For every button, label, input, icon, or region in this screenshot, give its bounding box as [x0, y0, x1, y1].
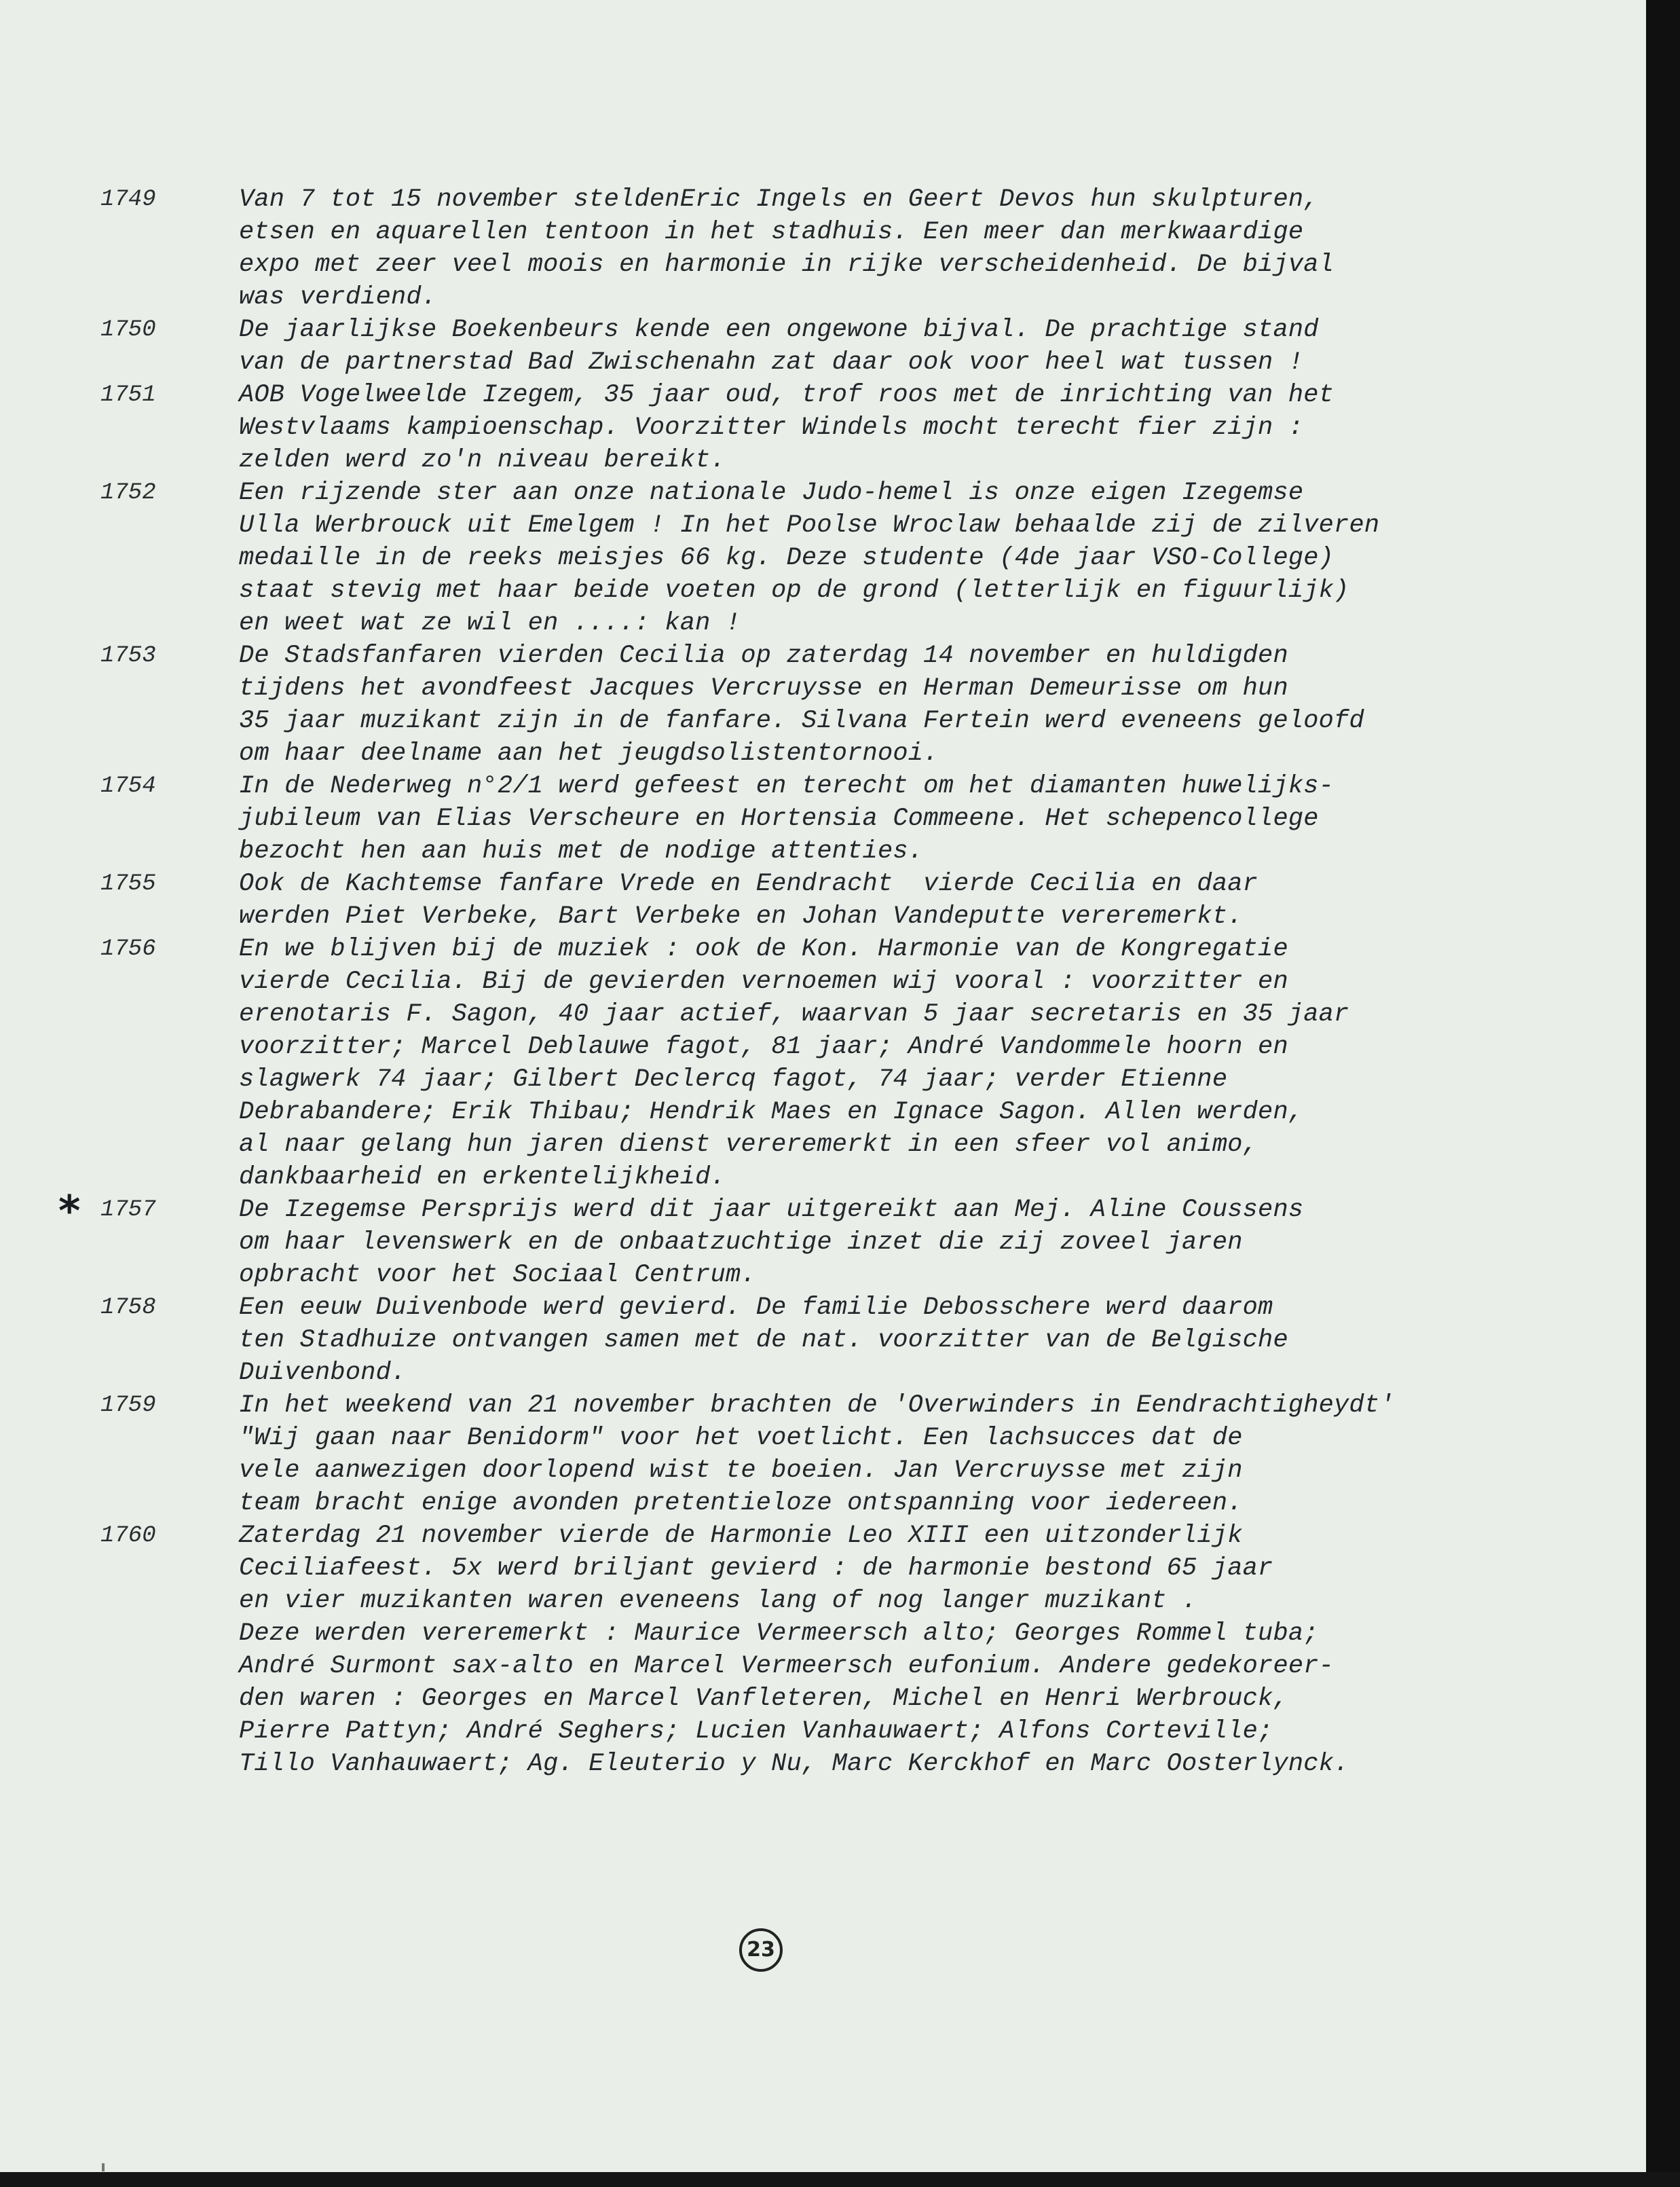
scan-mark [102, 2163, 105, 2171]
entry-number: 1751 [100, 382, 156, 408]
entry-line: voorzitter; Marcel Deblauwe fagot, 81 jaar; André Vandommele hoorn en [239, 1033, 1288, 1061]
entry-line: Tillo Vanhauwaert; Ag. Eleuterio y Nu, Marc Kerckhof en Marc Oosterlynck. [239, 1750, 1349, 1778]
entry-1756 [88, 933, 1520, 1194]
entry-line: vele aanwezigen doorlopend wist te boeien. Jan Vercruysse met zijn [239, 1456, 1243, 1485]
entry-line: ten Stadhuize ontvangen samen met de nat. voorzitter van de Belgische [239, 1326, 1288, 1355]
entry-line: en weet wat ze wil en ....: kan ! [239, 609, 741, 638]
page-number-badge: 23 [739, 1928, 783, 1972]
entry-line: om haar deelname aan het jeugdsolistentornooi. [239, 739, 939, 768]
entry-number-text: 1757 [100, 1197, 156, 1223]
entry-1750 [88, 314, 1520, 379]
entry-line: bezocht hen aan huis met de nodige attenties. [239, 837, 924, 866]
entry-line: Duivenbond. [239, 1359, 407, 1387]
chronicle-page [58, 183, 1520, 1780]
entry-line: AOB Vogelweelde Izegem, 35 jaar oud, trof roos met de inrichting van het [239, 381, 1334, 409]
entry-line: was verdiend. [239, 283, 437, 312]
entry-line: De Izegemse Persprijs werd dit jaar uitgereikt aan Mej. Aline Coussens [239, 1196, 1304, 1224]
entry-1751 [88, 379, 1520, 477]
entry-1753 [88, 640, 1520, 770]
entry-line: tijdens het avondfeest Jacques Vercruysse en Herman Demeurisse om hun [239, 674, 1288, 703]
entry-line: In het weekend van 21 november brachten de 'Overwinders in Eendrachtigheydt' [239, 1391, 1395, 1420]
entry-line: erenotaris F. Sagon, 40 jaar actief, waarvan 5 jaar secretaris en 35 jaar [239, 1000, 1349, 1029]
entry-line: werden Piet Verbeke, Bart Verbeke en Johan Vandeputte vereremerkt. [239, 902, 1243, 931]
entry-line: team bracht enige avonden pretentieloze ontspanning voor iedereen. [239, 1489, 1243, 1518]
entry-line: van de partnerstad Bad Zwischenahn zat daar ook voor heel wat tussen ! [239, 348, 1304, 377]
entry-line: De Stadsfanfaren vierden Cecilia op zaterdag 14 november en huldigden [239, 642, 1288, 670]
entry-line: Pierre Pattyn; André Seghers; Lucien Vanhauwaert; Alfons Corteville; [239, 1717, 1273, 1746]
entry-number: 1753 [100, 643, 156, 669]
entry-line: den waren : Georges en Marcel Vanfleteren, Michel en Henri Werbrouck, [239, 1685, 1288, 1713]
entry-line: etsen en aquarellen tentoon in het stadhuis. Een meer dan merkwaardige [239, 218, 1304, 246]
entry-number: 1755 [100, 871, 156, 897]
entry-number: 1760 [100, 1523, 156, 1549]
entry-number: 1756 [100, 936, 156, 962]
entry-line: Ceciliafeest. 5x werd briljant gevierd : de harmonie bestond 65 jaar [239, 1554, 1273, 1583]
entry-line: De jaarlijkse Boekenbeurs kende een ongewone bijval. De prachtige stand [239, 316, 1319, 344]
entry-1758 [88, 1291, 1520, 1389]
entry-line: expo met zeer veel moois en harmonie in rijke verscheidenheid. De bijval [239, 251, 1334, 279]
entry-number: 1749 [100, 187, 156, 213]
entry-line: staat stevig met haar beide voeten op de grond (letterlijk en figuurlijk) [239, 576, 1349, 605]
entry-line: 35 jaar muzikant zijn in de fanfare. Silvana Fertein werd eveneens geloofd [239, 707, 1364, 735]
entry-1759 [88, 1389, 1520, 1520]
entry-line: opbracht voor het Sociaal Centrum. [239, 1261, 756, 1289]
entry-1749 [88, 183, 1520, 314]
entry-line: zelden werd zo'n niveau bereikt. [239, 446, 726, 475]
entry-line: jubileum van Elias Verscheure en Hortensia Commeene. Het schepencollege [239, 805, 1319, 833]
entry-line: Zaterdag 21 november vierde de Harmonie Leo XIII een uitzonderlijk [239, 1522, 1243, 1550]
entry-number [58, 1186, 195, 1236]
entry-1754 [88, 770, 1520, 868]
entry-number: 1759 [100, 1393, 156, 1418]
entry-line: André Surmont sax-alto en Marcel Vermeersch eufonium. Andere gedekoreer- [239, 1652, 1334, 1680]
entry-line: Een rijzende ster aan onze nationale Judo-hemel is onze eigen Izegemse [239, 479, 1304, 507]
entry-line: In de Nederweg n°2/1 werd gefeest en terecht om het diamanten huwelijks- [239, 772, 1334, 801]
entry-line: Ook de Kachtemse fanfare Vrede en Eendracht vierde Cecilia en daar [239, 870, 1258, 898]
entry-number: 1758 [100, 1295, 156, 1321]
entry-1760 [88, 1520, 1520, 1780]
scan-edge-bottom [0, 2172, 1680, 2187]
entry-line: Deze werden vereremerkt : Maurice Vermeersch alto; Georges Rommel tuba; [239, 1619, 1319, 1648]
entry-line: en vier muzikanten waren eveneens lang of nog langer muzikant . [239, 1587, 1197, 1615]
entry-line: "Wij gaan naar Benidorm" voor het voetlicht. Een lachsucces dat de [239, 1424, 1243, 1452]
entry-line: om haar levenswerk en de onbaatzuchtige inzet die zij zoveel jaren [239, 1228, 1243, 1257]
entry-1755 [88, 868, 1520, 933]
scan-edge-right [1646, 0, 1680, 2187]
entry-line: En we blijven bij de muziek : ook de Kon. Harmonie van de Kongregatie [239, 935, 1288, 963]
entry-number: 1754 [100, 773, 156, 799]
entry-1757 [58, 1186, 1520, 1291]
entry-number: 1752 [100, 480, 156, 506]
entry-line: slagwerk 74 jaar; Gilbert Declercq fagot, 74 jaar; verder Etienne [239, 1065, 1228, 1094]
entry-line: Westvlaams kampioenschap. Voorzitter Windels mocht terecht fier zijn : [239, 413, 1304, 442]
asterisk-marker: * [58, 1186, 81, 1236]
entry-line: dankbaarheid en erkentelijkheid. [239, 1163, 726, 1192]
entry-number: 1750 [100, 317, 156, 343]
entry-line: vierde Cecilia. Bij de gevierden vernoemen wij vooral : voorzitter en [239, 968, 1288, 996]
entry-line: Debrabandere; Erik Thibau; Hendrik Maes en Ignace Sagon. Allen werden, [239, 1098, 1304, 1126]
entry-line: Ulla Werbrouck uit Emelgem ! In het Poolse Wroclaw behaalde zij de zilveren [239, 511, 1380, 540]
entry-line: al naar gelang hun jaren dienst vereremerkt in een sfeer vol animo, [239, 1131, 1258, 1159]
entry-line: Een eeuw Duivenbode werd gevierd. De familie Debosschere werd daarom [239, 1293, 1273, 1322]
entry-line: Van 7 tot 15 november steldenEric Ingels en Geert Devos hun skulpturen, [239, 185, 1319, 214]
entry-1752 [88, 477, 1520, 640]
entry-line: medaille in de reeks meisjes 66 kg. Deze studente (4de jaar VSO-College) [239, 544, 1334, 572]
